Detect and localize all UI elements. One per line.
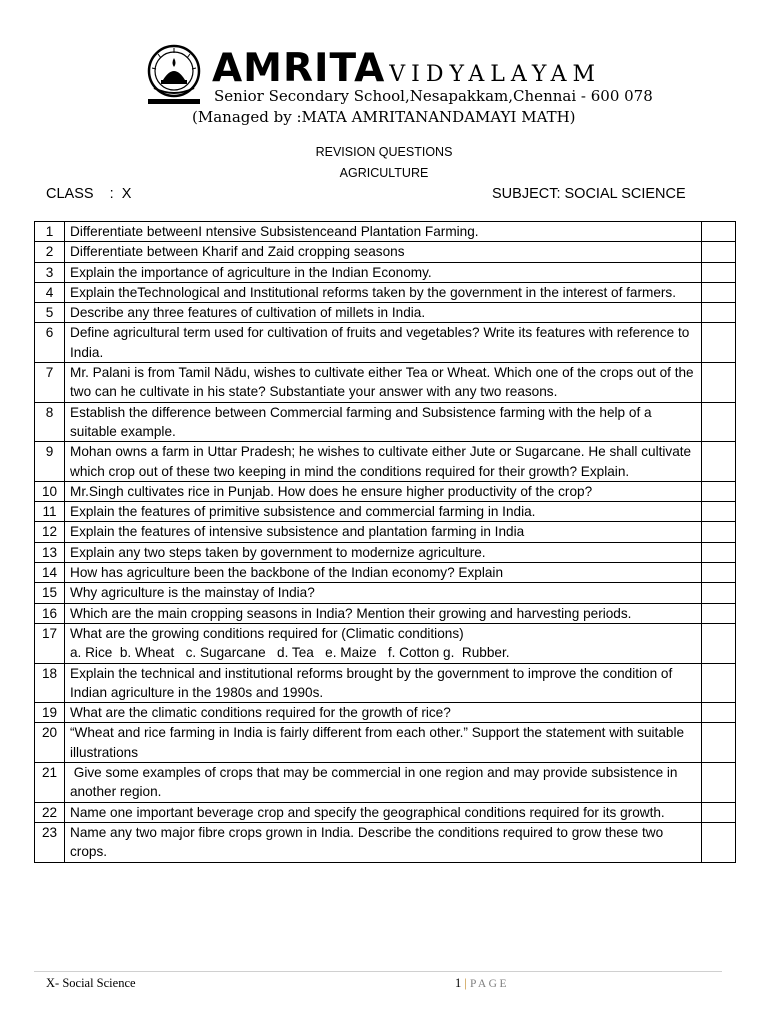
question-text: How has agriculture been the backbone of the Indian economy? Explain <box>65 563 702 583</box>
table-row <box>35 242 736 262</box>
page-separator: | <box>464 976 467 990</box>
question-text: Explain theTechnological and Institutional reforms taken by the government in the interest of farmers. <box>65 282 702 302</box>
marks-cell <box>702 763 736 803</box>
question-number: 14 <box>35 563 65 583</box>
table-row <box>35 481 736 501</box>
footer-subject: X- Social Science <box>46 976 136 990</box>
brand-main: AMRITA <box>212 46 386 91</box>
table-row <box>35 262 736 282</box>
school-name <box>212 46 601 91</box>
class-label: CLASS : X <box>46 186 132 202</box>
question-text: Mr. Palani is from Tamil Nādu, wishes to cultivate either Tea or Wheat. Which one of the crops out of the two can he cultivate in his state? Substantiate your answer with any two reasons. <box>65 363 702 403</box>
question-number: 16 <box>35 603 65 623</box>
question-number: 9 <box>35 442 65 482</box>
table-row <box>35 502 736 522</box>
question-text-line: What are the growing conditions required for (Climatic conditions) <box>70 625 464 641</box>
table-row <box>35 363 736 403</box>
marks-cell <box>702 222 736 242</box>
school-address: Senior Secondary School,Nesapakkam,Chennai - 600 078 <box>214 87 653 105</box>
question-text: Why agriculture is the mainstay of India? <box>65 583 702 603</box>
question-text <box>65 623 702 663</box>
marks-cell <box>702 323 736 363</box>
question-number: 17 <box>35 623 65 663</box>
doc-subtitle: AGRICULTURE <box>339 166 429 180</box>
marks-cell <box>702 542 736 562</box>
table-row <box>35 563 736 583</box>
question-text: Establish the difference between Commercial farming and Subsistence farming with the help of a suitable example. <box>65 402 702 442</box>
managed-by: (Managed by :MATA AMRITANANDAMAYI MATH) <box>192 108 576 126</box>
table-row <box>35 442 736 482</box>
marks-cell <box>702 363 736 403</box>
footer-page <box>455 976 509 991</box>
question-number: 4 <box>35 282 65 302</box>
question-number: 15 <box>35 583 65 603</box>
question-text-line: a. Rice b. Wheat c. Sugarcane d. Tea e. Maize f. Cotton g. Rubber. <box>70 645 510 661</box>
question-text: Name any two major fibre crops grown in India. Describe the conditions required to grow these two crops. <box>65 822 702 862</box>
question-number: 18 <box>35 663 65 703</box>
marks-cell <box>702 703 736 723</box>
marks-cell <box>702 262 736 282</box>
question-number: 3 <box>35 262 65 282</box>
marks-cell <box>702 502 736 522</box>
question-number: 8 <box>35 402 65 442</box>
question-number: 2 <box>35 242 65 262</box>
marks-cell <box>702 603 736 623</box>
question-text: Differentiate between Kharif and Zaid cropping seasons <box>65 242 702 262</box>
questions-table <box>34 221 736 863</box>
table-row <box>35 583 736 603</box>
question-text: Explain the features of primitive subsistence and commercial farming in India. <box>65 502 702 522</box>
marks-cell <box>702 623 736 663</box>
question-text: Differentiate betweenI ntensive Subsistenceand Plantation Farming. <box>65 222 702 242</box>
question-number: 12 <box>35 522 65 542</box>
marks-cell <box>702 583 736 603</box>
question-text: Mr.Singh cultivates rice in Punjab. How does he ensure higher productivity of the crop? <box>65 481 702 501</box>
question-number: 13 <box>35 542 65 562</box>
marks-cell <box>702 723 736 763</box>
subject-label: SUBJECT: SOCIAL SCIENCE <box>492 186 686 202</box>
table-row <box>35 282 736 302</box>
marks-cell <box>702 663 736 703</box>
question-number: 7 <box>35 363 65 403</box>
marks-cell <box>702 282 736 302</box>
question-text: Explain the importance of agriculture in the Indian Economy. <box>65 262 702 282</box>
marks-cell <box>702 481 736 501</box>
question-text: What are the climatic conditions required for the growth of rice? <box>65 703 702 723</box>
table-row <box>35 222 736 242</box>
marks-cell <box>702 303 736 323</box>
question-number: 6 <box>35 323 65 363</box>
table-row <box>35 663 736 703</box>
table-row <box>35 703 736 723</box>
brand-sub: VIDYALAYAM <box>389 62 602 87</box>
page-label: PAGE <box>470 978 509 990</box>
question-number: 23 <box>35 822 65 862</box>
question-text: Give some examples of crops that may be commercial in one region and may provide subsistence in another region. <box>65 763 702 803</box>
table-row <box>35 542 736 562</box>
question-number: 22 <box>35 802 65 822</box>
question-text: Explain the technical and institutional reforms brought by the government to improve the condition of Indian agriculture in the 1980s and 1990s. <box>65 663 702 703</box>
marks-cell <box>702 822 736 862</box>
table-row <box>35 303 736 323</box>
table-row <box>35 623 736 663</box>
question-text: Define agricultural term used for cultivation of fruits and vegetables? Write its features with reference to India. <box>65 323 702 363</box>
question-number: 19 <box>35 703 65 723</box>
marks-cell <box>702 802 736 822</box>
marks-cell <box>702 402 736 442</box>
table-row <box>35 822 736 862</box>
question-number: 20 <box>35 723 65 763</box>
table-row <box>35 802 736 822</box>
question-number: 5 <box>35 303 65 323</box>
question-text: Which are the main cropping seasons in India? Mention their growing and harvesting periods. <box>65 603 702 623</box>
question-number: 21 <box>35 763 65 803</box>
question-text: Describe any three features of cultivation of millets in India. <box>65 303 702 323</box>
marks-cell <box>702 563 736 583</box>
marks-cell <box>702 242 736 262</box>
question-text: Mohan owns a farm in Uttar Pradesh; he wishes to cultivate either Jute or Sugarcane. He shall cultivate which crop out of these two keeping in mind the conditions required for their growth? Explain. <box>65 442 702 482</box>
school-emblem-icon <box>144 44 204 106</box>
footer-divider <box>34 971 722 972</box>
table-row <box>35 323 736 363</box>
marks-cell <box>702 522 736 542</box>
table-row <box>35 723 736 763</box>
question-text: Name one important beverage crop and specify the geographical conditions required for its growth. <box>65 802 702 822</box>
table-row <box>35 763 736 803</box>
table-row <box>35 402 736 442</box>
question-text: Explain the features of intensive subsistence and plantation farming in India <box>65 522 702 542</box>
question-number: 10 <box>35 481 65 501</box>
question-text: Explain any two steps taken by government to modernize agriculture. <box>65 542 702 562</box>
question-text: “Wheat and rice farming in India is fairly different from each other.” Support the statement with suitable illustrations <box>65 723 702 763</box>
marks-cell <box>702 442 736 482</box>
table-row <box>35 603 736 623</box>
question-number: 1 <box>35 222 65 242</box>
table-row <box>35 522 736 542</box>
page-number: 1 <box>455 976 462 990</box>
question-number: 11 <box>35 502 65 522</box>
doc-title: REVISION QUESTIONS <box>315 145 453 159</box>
